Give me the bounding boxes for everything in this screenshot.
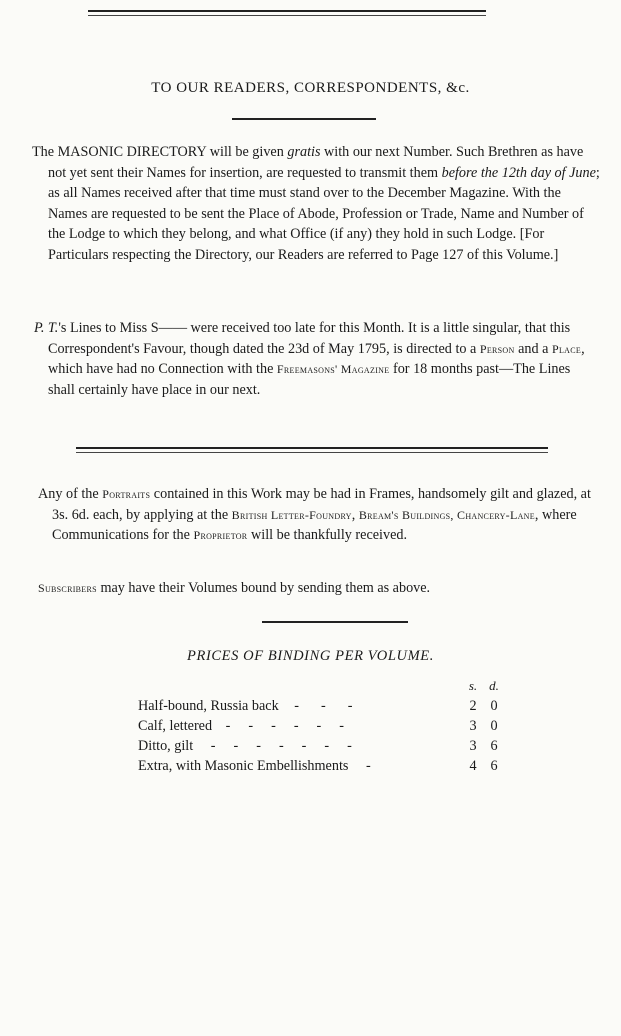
price-pence: 6 — [490, 737, 498, 754]
gratis-text: gratis — [287, 144, 321, 160]
directory-notice — [32, 142, 600, 265]
subscribers-text: may have their Volumes bound by sending them as above. — [96, 580, 431, 596]
prices-header-row — [138, 676, 504, 696]
price-item-name: Extra, with Masonic Embellishments - — [138, 757, 371, 774]
shillings-header: s. — [468, 678, 478, 693]
price-row — [138, 736, 504, 756]
price-item-name: Half-bound, Russia back --- — [138, 697, 375, 714]
price-shillings: 3 — [469, 717, 477, 734]
pence-header: d. — [489, 678, 499, 693]
pt-text-4: for 18 months past—The Lines shall certainly have place in our next. — [48, 361, 571, 398]
price-row — [138, 756, 504, 776]
portraits-text-1: Any of the — [38, 486, 103, 502]
pt-text-1: 's Lines to Miss S—— were received too late for this Month. It is a little singular, that this Correspondent's Favour, though dated the 23d of May 1795, is directed to a — [48, 320, 571, 357]
price-item-name: Calf, lettered ------ — [138, 717, 363, 734]
directory-text-2: with our next Number. Such Brethren as have not yet sent their Names for insertion, are requested to transmit them — [48, 144, 584, 181]
portraits-text-3: , — [351, 506, 359, 523]
prices-table — [138, 676, 504, 776]
proprietor-text: Proprietor — [193, 528, 248, 542]
page-title: TO OUR READERS, CORRESPONDENTS, &c. — [151, 80, 470, 96]
price-item-name: Ditto, gilt ------- — [138, 737, 370, 754]
price-row — [138, 696, 504, 716]
foundry-text: British Letter-Foundry — [231, 507, 352, 522]
pt-notice — [34, 318, 598, 400]
directory-text-1: will be given — [206, 144, 288, 160]
price-row — [138, 716, 504, 736]
person-text: Person — [479, 341, 515, 356]
magazine-text: Freemasons' Magazine — [276, 362, 390, 376]
price-pence: 0 — [490, 697, 498, 714]
price-pence: 6 — [490, 757, 498, 774]
price-shillings: 4 — [469, 757, 477, 774]
deadline-text: before the 12th day of June — [441, 164, 596, 181]
prices-divider — [262, 621, 408, 623]
middle-rule-thin — [76, 452, 548, 453]
price-shillings: 3 — [469, 737, 477, 754]
pt-text-3: , which have had no Connection with the — [48, 340, 585, 377]
pt-text-2: and a — [514, 340, 553, 357]
portraits-word: Portraits — [102, 487, 151, 501]
portraits-text-2: contained in this Work may be had in Frames, handsomely gilt and glazed, at 3s. 6d. each, by applying at the — [52, 486, 591, 523]
portraits-text-4: , where Communications for the — [52, 506, 577, 543]
buildings-text: Bream's Buildings, Chancery-Lane — [358, 507, 535, 522]
place-text: Place — [552, 341, 582, 356]
title-divider — [232, 118, 376, 120]
price-pence: 0 — [490, 717, 498, 734]
prices-title: PRICES OF BINDING PER VOLUME. — [187, 648, 434, 664]
portraits-text-5: will be thankfully received. — [247, 527, 408, 543]
directory-name: MASONIC DIRECTORY — [57, 144, 207, 160]
directory-lead: The — [32, 144, 55, 160]
top-rule — [88, 10, 486, 12]
top-rule-thin — [88, 15, 486, 16]
subscribers-notice — [38, 578, 590, 599]
pt-initials: P. T. — [34, 320, 59, 336]
subscribers-word: Subscribers — [38, 581, 97, 595]
price-shillings: 2 — [469, 697, 477, 714]
directory-text-3: ; as all Names received after that time must stand over to the December Magazine. With the Names are requested to be sent the Place of Abode, Profession or Trade, Name and Number of the Lodge to which they belong, and what Office (if any) they hold in such Lodge. [For Particulars respecting the Directory, our Readers are referred to Page 127 of this Volume.] — [48, 164, 600, 263]
middle-rule — [76, 447, 548, 449]
portraits-notice — [38, 484, 604, 546]
